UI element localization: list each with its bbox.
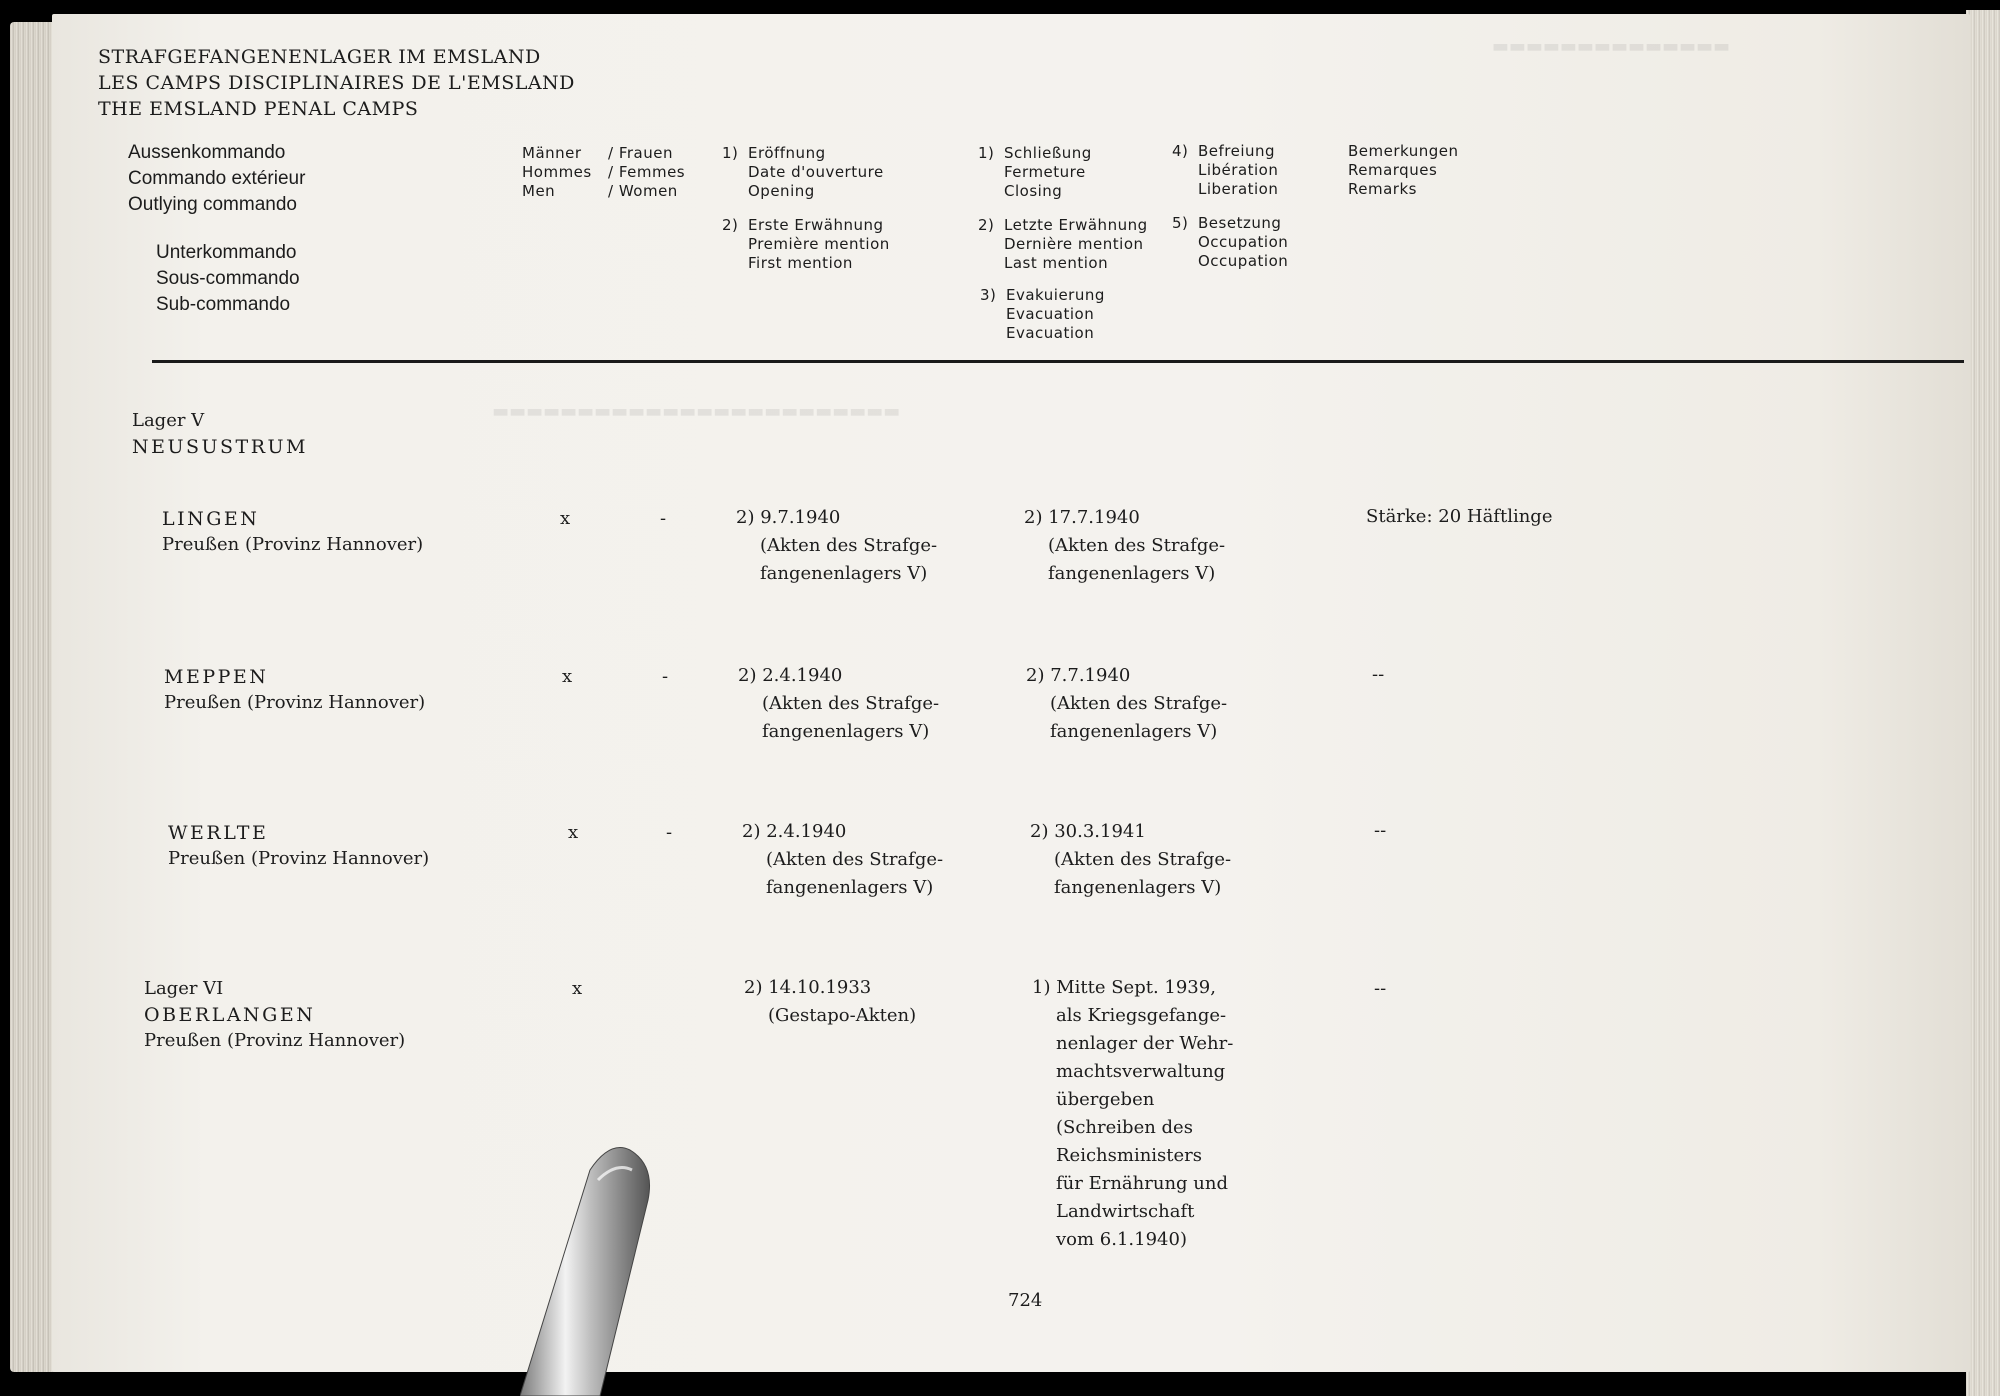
page-stack-right bbox=[1966, 10, 2000, 1396]
camp-number: Lager VI bbox=[144, 978, 224, 999]
document-title bbox=[98, 44, 575, 122]
men-column-header: Männer Hommes Men bbox=[522, 144, 592, 200]
camp-name: OBERLANGEN bbox=[144, 1004, 316, 1026]
subcamp-name-block bbox=[168, 820, 429, 872]
subcamp-name-block bbox=[162, 506, 423, 558]
opening-entry: 2) 14.10.1933 (Gestapo-Akten) bbox=[744, 977, 917, 1026]
title-line-fr: LES CAMPS DISCIPLINAIRES DE L'EMSLAND bbox=[98, 72, 575, 94]
men-mark: x bbox=[572, 978, 583, 999]
camp-region: Preußen (Provinz Hannover) bbox=[144, 1030, 406, 1051]
page-stack-left bbox=[10, 22, 58, 1372]
document-page bbox=[52, 14, 1970, 1372]
opening-entry: 2) 2.4.1940 (Akten des Strafge- fangenenlagers V) bbox=[742, 821, 944, 898]
evacuation-column-header: 3) Evakuierung Evacuation Evacuation bbox=[980, 286, 1105, 342]
men-mark: x bbox=[560, 508, 571, 529]
subcamp-region: Preußen (Provinz Hannover) bbox=[168, 848, 430, 869]
women-mark: - bbox=[666, 822, 673, 843]
opening-entry: 2) 2.4.1940 (Akten des Strafge- fangenenlagers V) bbox=[738, 665, 940, 742]
outlying-commando-label: Aussenkommando Commando extérieur Outlying commando bbox=[128, 142, 306, 215]
header-divider bbox=[152, 360, 1964, 363]
title-line-en: THE EMSLAND PENAL CAMPS bbox=[98, 98, 419, 120]
remarks-column-header: Bemerkungen Remarques Remarks bbox=[1348, 142, 1459, 198]
first-mention-column-header: 2) Erste Erwähnung Première mention First mention bbox=[722, 216, 890, 272]
women-column-header: / Frauen / Femmes / Women bbox=[608, 144, 686, 200]
title-line-de: STRAFGEFANGENENLAGER IM EMSLAND bbox=[98, 46, 541, 68]
pen-tip-image bbox=[520, 1140, 680, 1396]
sub-commando-label: Unterkommando Sous-commando Sub-commando bbox=[156, 242, 300, 315]
closing-column-header: 1) Schließung Fermeture Closing bbox=[978, 144, 1092, 200]
opening-column-header: 1) Eröffnung Date d'ouverture Opening bbox=[722, 144, 884, 200]
occupation-column-header: 5) Besetzung Occupation Occupation bbox=[1172, 214, 1289, 270]
liberation-column-header: 4) Befreiung Libération Liberation bbox=[1172, 142, 1279, 198]
camp-lager-vi bbox=[144, 976, 405, 1054]
show-through-text: ▬▬▬▬▬▬▬▬▬▬▬▬▬▬ bbox=[1492, 36, 1731, 57]
men-mark: x bbox=[562, 666, 573, 687]
closing-entry: 2) 17.7.1940 (Akten des Strafge- fangenenlagers V) bbox=[1024, 507, 1226, 584]
subcamp-region: Preußen (Provinz Hannover) bbox=[162, 534, 424, 555]
men-mark: x bbox=[568, 822, 579, 843]
opening-entry: 2) 9.7.1940 (Akten des Strafge- fangenenlagers V) bbox=[736, 507, 938, 584]
closing-entry: 2) 7.7.1940 (Akten des Strafge- fangenenlagers V) bbox=[1026, 665, 1228, 742]
remarks-entry: -- bbox=[1372, 664, 1385, 685]
subcamp-region: Preußen (Provinz Hannover) bbox=[164, 692, 426, 713]
last-mention-column-header: 2) Letzte Erwähnung Dernière mention Last mention bbox=[978, 216, 1148, 272]
camp-number: Lager V bbox=[132, 410, 205, 431]
women-mark: - bbox=[662, 666, 669, 687]
subcamp-name: LINGEN bbox=[162, 508, 260, 530]
closing-entry: 2) 30.3.1941 (Akten des Strafge- fangenenlagers V) bbox=[1030, 821, 1232, 898]
camp-lager-v bbox=[132, 408, 308, 460]
camp-name: NEUSUSTRUM bbox=[132, 436, 308, 458]
remarks-entry: -- bbox=[1374, 820, 1387, 841]
subcamp-name: MEPPEN bbox=[164, 666, 269, 688]
subcamp-name: WERLTE bbox=[168, 822, 269, 844]
show-through-text: ▬▬▬▬▬▬▬▬▬▬▬▬▬▬▬▬▬▬▬▬▬▬▬▬ bbox=[492, 401, 901, 422]
remarks-entry: -- bbox=[1374, 978, 1387, 999]
page-number: 724 bbox=[1008, 1290, 1043, 1311]
remarks-entry: Stärke: 20 Häftlinge bbox=[1366, 506, 1553, 527]
women-mark: - bbox=[660, 508, 667, 529]
subcamp-name-block bbox=[164, 664, 425, 716]
closing-entry: 1) Mitte Sept. 1939, als Kriegsgefange- nenlager der Wehr- machtsverwaltung übergeben (Schreiben des Reichsministers für Ernährung und Landwirtschaft vom 6.1.1940) bbox=[1032, 977, 1234, 1250]
